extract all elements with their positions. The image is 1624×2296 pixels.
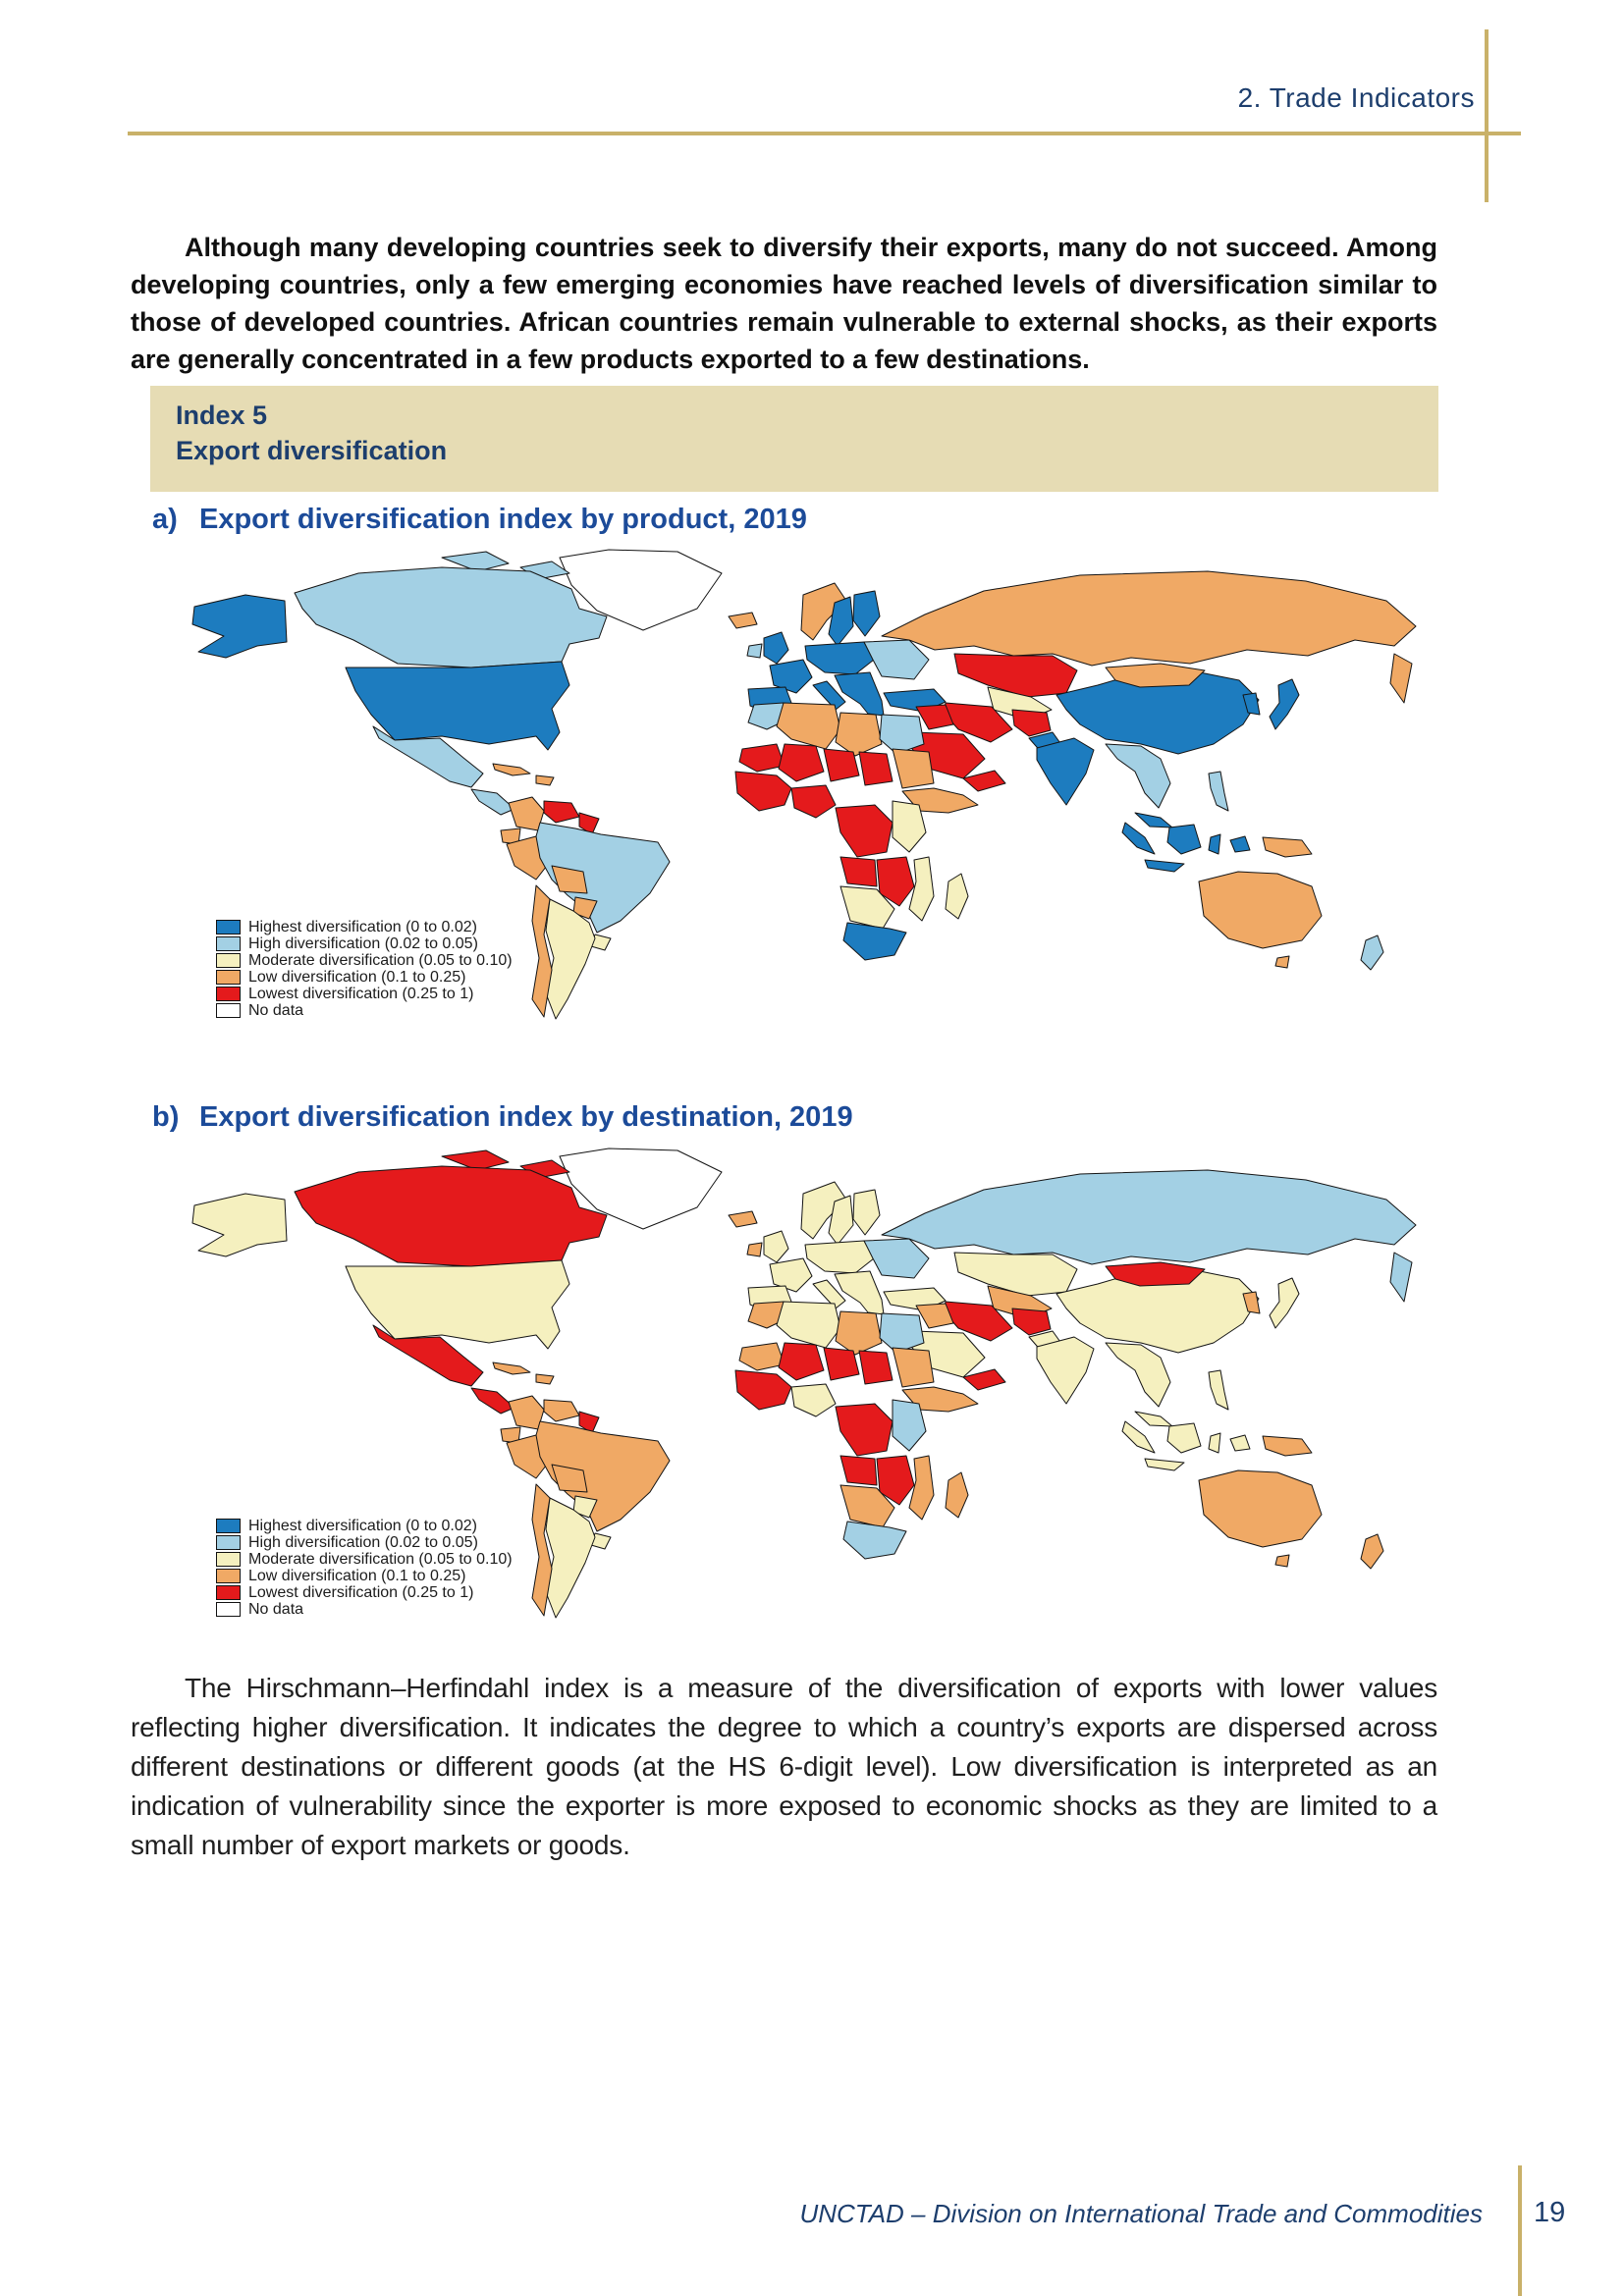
map-region-yemen_oman — [963, 1369, 1005, 1390]
map-region-central_america — [471, 1388, 514, 1414]
map-region-india — [1037, 738, 1094, 805]
legend-label: Highest diversification (0 to 0.02) — [248, 1518, 477, 1534]
map-region-west_africa — [735, 1370, 791, 1410]
legend-row — [216, 935, 513, 952]
map-region-alaska — [192, 1194, 287, 1256]
map-region-afghanistan — [1012, 1308, 1051, 1335]
map-region-nigeria — [791, 1384, 836, 1416]
legend-label: Lowest diversification (0.25 to 1) — [248, 1584, 474, 1601]
legend-label: No data — [248, 1601, 304, 1618]
map-region-venezuela — [544, 801, 579, 823]
map-region-nigeria — [791, 785, 836, 818]
map-region-chad — [859, 752, 893, 785]
legend-row — [216, 1568, 513, 1584]
map-region-india — [1037, 1337, 1094, 1404]
legend-swatch-low — [216, 1569, 241, 1583]
map-region-alaska — [192, 595, 287, 658]
legend-swatch-highest — [216, 1519, 241, 1533]
legend-label: High diversification (0.02 to 0.05) — [248, 1534, 478, 1551]
map-region-south_africa — [843, 1522, 906, 1559]
map-region-se_asia — [1106, 1343, 1170, 1407]
legend-row — [216, 1551, 513, 1568]
legend-row — [216, 1002, 513, 1019]
page-number: 19 — [1534, 2197, 1566, 2228]
legend-swatch-high — [216, 936, 241, 951]
map-region-angola — [840, 1456, 877, 1485]
map-region-mauritania — [739, 1343, 785, 1370]
footer-publisher: UNCTAD – Division on International Trade and Commodities — [799, 2199, 1483, 2228]
legend-swatch-high — [216, 1535, 241, 1550]
legend-swatch-low — [216, 970, 241, 985]
map-region-ireland — [747, 644, 762, 658]
legend-row — [216, 1534, 513, 1551]
legend-label: Low diversification (0.1 to 0.25) — [248, 1568, 466, 1584]
map-region-yemen_oman — [963, 771, 1005, 791]
legend-label: High diversification (0.02 to 0.05) — [248, 935, 478, 952]
map-region-eastern_europe — [864, 640, 929, 679]
map-region-mali — [779, 744, 824, 781]
map-region-central_europe — [805, 642, 874, 674]
figure-b-letter: b) — [152, 1101, 180, 1133]
map-region-drc — [836, 805, 893, 857]
header-gold-vertical-rule — [1485, 29, 1489, 202]
map-legend — [216, 919, 513, 1019]
map-region-japan — [1270, 1278, 1299, 1328]
map-region-se_asia — [1106, 744, 1170, 808]
index-label: Index 5 — [176, 400, 268, 430]
legend-row — [216, 986, 513, 1002]
index-title: Export diversification — [176, 436, 448, 465]
legend-swatch-moderate — [216, 1552, 241, 1567]
legend-row — [216, 1518, 513, 1534]
map-region-canada — [295, 567, 607, 667]
map-region-indonesia — [1122, 823, 1250, 872]
map-region-madagascar — [946, 874, 968, 919]
map-region-malaysia — [1135, 813, 1172, 828]
map-legend — [216, 1518, 513, 1618]
choropleth-map-by-destination — [147, 1145, 1424, 1635]
map-region-eastern_europe — [864, 1239, 929, 1278]
map-region-mauritania — [739, 744, 785, 772]
map-region-drc — [836, 1404, 893, 1456]
map-region-algeria — [777, 1302, 840, 1348]
choropleth-map-by-product — [147, 546, 1424, 1037]
map-region-uk — [764, 1231, 788, 1262]
legend-label: Highest diversification (0 to 0.02) — [248, 919, 477, 935]
map-region-japan — [1270, 679, 1299, 729]
map-region-mali — [779, 1343, 824, 1380]
legend-swatch-lowest — [216, 987, 241, 1001]
map-region-balkans — [835, 672, 884, 716]
legend-row — [216, 1601, 513, 1618]
map-region-west_africa — [735, 772, 791, 811]
map-region-australia — [1199, 1470, 1322, 1547]
legend-label: Moderate diversification (0.05 to 0.10) — [248, 1551, 513, 1568]
legend-swatch-lowest — [216, 1585, 241, 1600]
legend-label: Lowest diversification (0.25 to 1) — [248, 986, 474, 1002]
map-region-finland — [853, 591, 880, 636]
map-region-madagascar — [946, 1472, 968, 1518]
map-region-balkans — [835, 1271, 884, 1314]
figure-a-letter: a) — [152, 504, 178, 535]
map-region-indonesia — [1122, 1421, 1250, 1470]
legend-row — [216, 919, 513, 935]
map-region-venezuela — [544, 1400, 579, 1421]
map-region-libya — [836, 1311, 882, 1355]
footer-gold-vertical-rule — [1518, 2165, 1522, 2296]
map-region-chad — [859, 1351, 893, 1384]
legend-label: Low diversification (0.1 to 0.25) — [248, 969, 466, 986]
map-region-png — [1263, 837, 1312, 857]
map-region-south_africa — [843, 923, 906, 960]
intro-paragraph: Although many developing countries seek to diversify their exports, many do not succeed. Among developing countries, only a few emerging economies have reached levels of diversification similar to those of developed countries. African countries remain vulnerable to external shocks, as their exports are generally concentrated in a few products exported to a few destinations. — [131, 233, 1437, 374]
map-region-iceland — [729, 613, 757, 628]
map-region-ireland — [747, 1243, 762, 1256]
section-heading: 2. Trade Indicators — [1237, 82, 1475, 113]
map-region-new_zealand — [1361, 935, 1383, 970]
map-region-australia — [1199, 872, 1322, 948]
figure-b-title — [152, 1101, 853, 1134]
map-region-kazakhstan — [954, 1253, 1077, 1296]
map-region-colombia — [509, 797, 544, 830]
map-region-colombia — [509, 1396, 544, 1429]
map-region-sudan — [893, 749, 934, 788]
legend-swatch-nodata — [216, 1602, 241, 1617]
figure-a-title — [152, 504, 807, 536]
map-region-png — [1263, 1436, 1312, 1456]
map-region-finland — [853, 1190, 880, 1235]
figure-b-title-text: Export diversification index by destination, 2019 — [199, 1101, 853, 1133]
map-region-uk — [764, 632, 788, 664]
map-region-cuba — [493, 1362, 554, 1384]
map-region-central_europe — [805, 1241, 874, 1273]
map-region-angola — [840, 857, 877, 886]
map-region-malaysia — [1135, 1412, 1172, 1426]
legend-row — [216, 952, 513, 969]
map-region-sudan — [893, 1348, 934, 1387]
legend-swatch-moderate — [216, 953, 241, 968]
map-region-afghanistan — [1012, 710, 1051, 736]
map-region-iceland — [729, 1211, 757, 1227]
legend-swatch-highest — [216, 920, 241, 934]
map-region-new_zealand — [1361, 1534, 1383, 1569]
legend-row — [216, 969, 513, 986]
legend-swatch-nodata — [216, 1003, 241, 1018]
legend-label: No data — [248, 1002, 304, 1019]
figure-a-title-text: Export diversification index by product, 2019 — [199, 504, 807, 535]
legend-label: Moderate diversification (0.05 to 0.10) — [248, 952, 513, 969]
legend-row — [216, 1584, 513, 1601]
map-region-tasmania — [1275, 956, 1289, 968]
map-region-philippines — [1209, 772, 1228, 811]
map-region-algeria — [777, 703, 840, 749]
header-gold-horizontal-rule — [128, 132, 1521, 135]
map-region-central_america — [471, 789, 514, 815]
map-region-tasmania — [1275, 1555, 1289, 1567]
map-region-philippines — [1209, 1370, 1228, 1410]
map-region-niger — [824, 1348, 859, 1380]
map-region-libya — [836, 713, 882, 756]
index-banner — [150, 386, 1438, 492]
map-region-canada — [295, 1166, 607, 1266]
map-region-kazakhstan — [954, 654, 1077, 697]
map-region-niger — [824, 749, 859, 781]
explanation-paragraph: The Hirschmann–Herfindahl index is a measure of the diversification of exports with lower values reflecting higher diversification. It indicates the degree to which a country’s exports are dispersed across different destinations or different goods (at the HS 6-digit level). Low diversification is interpreted as an indication of vulnerability since the exporter is more exposed to economic shocks as they are limited to a small number of export markets or goods. — [131, 1673, 1437, 1860]
map-region-cuba — [493, 764, 554, 785]
